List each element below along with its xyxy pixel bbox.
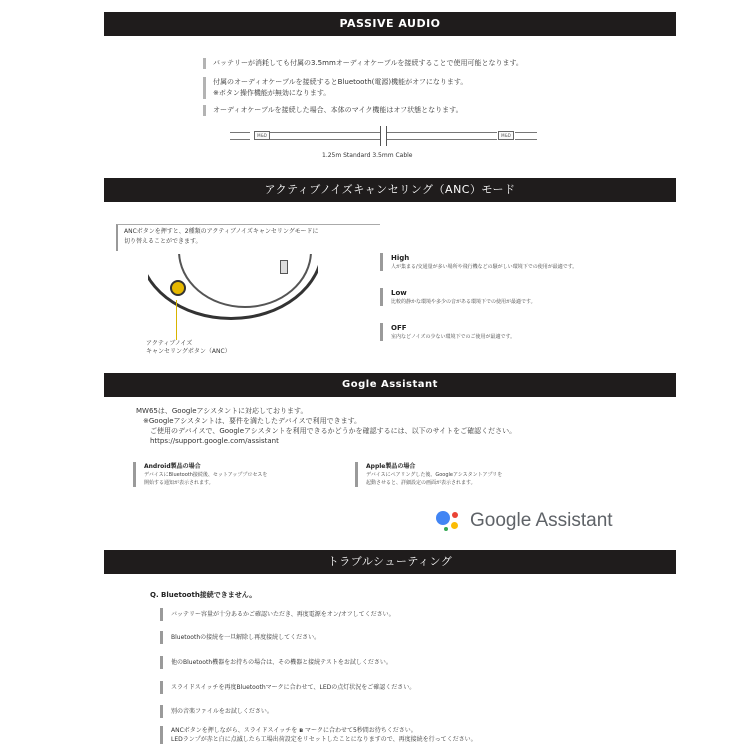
anc-button-caption-line1: アクティブノイズ — [146, 340, 193, 347]
assistant-dot-red-icon — [452, 512, 458, 518]
section-header-troubleshooting: トラブルシューティング — [104, 550, 676, 574]
assistant-dot-yellow-icon — [451, 522, 458, 529]
cable-break-mark-left — [380, 126, 381, 146]
trouble-step-5-text: 別の音楽ファイルをお試しください。 — [171, 708, 273, 715]
anc-button-caption — [146, 340, 231, 356]
trouble-step-3-text: 他のBluetooth機器をお持ちの場合は、その機器と接続テストをお試しください。 — [171, 659, 392, 666]
passive-note-3 — [203, 105, 463, 116]
passive-note-3-text: オーディオケーブルを接続した場合、本体のマイク機能はオフ状態となります。 — [213, 106, 463, 114]
section-header-assistant: Gogle Assistant — [104, 373, 676, 397]
trouble-step-3 — [160, 656, 392, 669]
android-desc-line1: デバイスにBluetooth接続後、セットアッププロセスを — [144, 472, 268, 478]
anc-intro-box — [116, 224, 380, 251]
assistant-line2: ※Googleアシスタントは、要件を満たしたデバイスで利用できます。 — [143, 417, 362, 425]
apple-desc-line1: デバイスにペアリングした後、Googleアシスタントアプリを — [366, 472, 503, 478]
anc-mode-low — [380, 288, 536, 306]
anc-mode-off-name: OFF — [391, 324, 407, 332]
anc-button-caption-line2: キャンセリングボタン（ANC） — [146, 348, 231, 355]
apple-instructions — [355, 462, 502, 487]
android-title: Android製品の場合 — [144, 463, 201, 470]
cable-tip-right — [515, 132, 537, 140]
trouble-question: Q. Bluetooth接続できません。 — [150, 591, 257, 599]
section-header-anc: アクティブノイズキャンセリング（ANC）モード — [104, 178, 676, 202]
google-assistant-logo — [434, 508, 634, 538]
trouble-step-4 — [160, 681, 415, 694]
assistant-url[interactable]: https://support.google.com/assistant — [150, 437, 279, 445]
section-header-passive-audio: PASSIVE AUDIO — [104, 12, 676, 36]
assistant-dot-blue-icon — [436, 511, 450, 525]
apple-title: Apple製品の場合 — [366, 463, 416, 470]
side-switch-icon — [280, 260, 288, 274]
anc-mode-off-desc: 室内などノイズの少ない環境下でのご使用が最適です。 — [391, 334, 516, 340]
android-instructions — [133, 462, 267, 487]
trouble-step-1 — [160, 608, 395, 621]
anc-mode-high — [380, 253, 577, 271]
trouble-step-6-tail: マークに合わせて5秒間お待ちください。 — [304, 727, 417, 734]
trouble-step-6-sub: LEDランプが赤と白に点滅したら工場出荷設定をリセットしたことになりますので、再度接続を行ってください。 — [171, 736, 477, 743]
anc-mode-high-desc: 人が集まる/交通量が多い場所や飛行機などの騒がしい環境下での使用が最適です。 — [391, 264, 578, 270]
anc-mode-low-name: Low — [391, 289, 407, 297]
assistant-dot-green-icon — [444, 527, 448, 531]
bluetooth-icon: ʙ — [299, 727, 304, 734]
passive-note-1 — [203, 58, 523, 69]
assistant-line3: ご使用のデバイスで、Googleアシスタントを利用できるかどうかを確認するには、以下のサイトをご確認ください。 — [150, 427, 517, 435]
anc-button-icon[interactable] — [170, 280, 186, 296]
cable-illustration — [230, 126, 550, 146]
trouble-step-2-text: Bluetoothの接続を一旦解除し再度接続してください。 — [171, 634, 321, 641]
anc-intro-line2: 切り替えることができます。 — [124, 238, 202, 245]
anc-mode-low-desc: 比較的静かな環境や多少の音がある環境下での使用が最適です。 — [391, 299, 536, 305]
cable-line-right — [387, 132, 497, 140]
headphone-illustration — [148, 254, 318, 322]
passive-note-2-text: 付属のオーディオケーブルを接続するとBluetooth(電源)機能がオフになります。 — [213, 78, 468, 86]
trouble-step-6-text: ANCボタンを押しながら、スライドスイッチを — [171, 727, 298, 734]
anc-mode-high-name: High — [391, 254, 410, 262]
apple-desc-line2: 起動させると、詳細設定の画面が表示されます。 — [366, 480, 476, 486]
android-desc-line2: 開始する通知が表示されます。 — [144, 480, 214, 486]
trouble-step-6 — [160, 726, 477, 744]
passive-note-2-sub: ※ボタン操作機能が無効になります。 — [213, 89, 331, 97]
trouble-step-5 — [160, 705, 273, 718]
anc-mode-off — [380, 323, 515, 341]
trouble-step-2 — [160, 631, 320, 644]
plug-left: M&D — [254, 131, 270, 140]
trouble-step-1-text: バッテリー容量が十分あるかご確認いただき、再度電源をオン/オフしてください。 — [171, 611, 395, 618]
cable-line-left — [270, 132, 380, 140]
assistant-logo-text: Google Assistant — [470, 510, 613, 531]
cable-tip-left — [230, 132, 250, 140]
trouble-step-4-text: スライドスイッチを再度Bluetoothマークに合わせて、LEDの点灯状況をご確認ください。 — [171, 684, 416, 691]
anc-intro-line1: ANCボタンを押すと、2種類のアクティブノイズキャンセリングモードに — [124, 228, 319, 235]
cable-caption: 1.25m Standard 3.5mm Cable — [322, 152, 413, 159]
assistant-line1: MW65は、Googleアシスタントに対応しております。 — [136, 407, 308, 415]
anc-callout-line — [176, 300, 177, 340]
plug-right: M&D — [498, 131, 514, 140]
passive-note-2 — [203, 77, 467, 99]
passive-note-1-text: バッテリーが消耗しても付属の3.5mmオーディオケーブルを接続することで使用可能となります。 — [213, 59, 523, 67]
